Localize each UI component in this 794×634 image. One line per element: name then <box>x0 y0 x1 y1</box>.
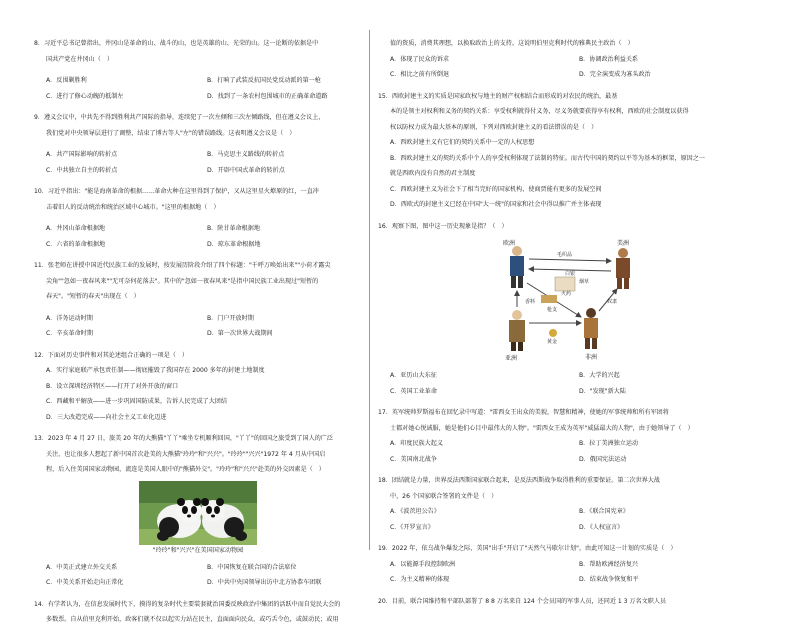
option-b[interactable]: B．西欧封建主义的契约关系中个人的享受权利体现了法制的特征。而古代中国的契约以平等为基本的框架，原因之一 <box>390 154 705 162</box>
option-c[interactable]: C．为主义精神的体现 <box>390 576 450 583</box>
panda-figure <box>34 481 362 554</box>
option-b[interactable]: B．拉丁美洲独立运动 <box>579 440 639 447</box>
label-goods5: 烟草 <box>579 279 590 285</box>
option-a[interactable]: A．体现了民众的诉求 <box>390 55 450 63</box>
question-stem: 中，26 个国家联合签署的文件是（ ） <box>390 492 498 500</box>
option-b[interactable]: B．《联合国宪章》 <box>579 508 629 515</box>
option-c[interactable]: C．六省的革命根据地 <box>46 240 106 248</box>
label-asia: 亚洲 <box>505 355 518 362</box>
question-20 <box>378 594 762 610</box>
question-stem: 11．张老师在讲授中国近代民族工业的发展时，按发展历阶段介绍了四个标题："千呼万唤始出来""小荷才露尖 <box>34 262 331 269</box>
option-c[interactable]: C．西欧封建主义为社会下了相当完好的国家机构，使商贾能有更多的发展空间 <box>390 185 602 193</box>
option-a[interactable]: A．反围剿胜利 <box>46 77 87 84</box>
option-b[interactable]: B．打响了武装反抗国民党反动派的第一枪 <box>207 77 321 84</box>
question-14 <box>34 597 362 628</box>
question-stem: 权以防权力成为最大基本的原则，下列对西欧封建主义的看法错误的是（ ） <box>390 123 598 131</box>
option-d[interactable]: D．俄国宪法运动 <box>579 455 627 463</box>
option-c[interactable]: C．《开罗宣言》 <box>390 523 434 531</box>
option-b[interactable]: B．中国恢复在联合国的合法席位 <box>207 563 297 571</box>
option-a[interactable]: A．井冈山革命根据地 <box>46 225 106 232</box>
column-divider <box>369 30 370 550</box>
question-15 <box>378 89 762 213</box>
question-stem: 20．目前，联合国维持和平部队部署了 8 8 万名来自 124 个会员国的军事人员，还同近 1 3 万名文职人员 <box>378 597 667 605</box>
option-b[interactable]: B．门户开放时期 <box>207 314 254 322</box>
option-d[interactable]: D．《人权宣言》 <box>579 523 624 531</box>
question-10 <box>34 184 362 252</box>
option-d[interactable]: D．琼东革命根据地 <box>207 240 261 248</box>
option-c[interactable]: C．中共独立自主的转折点 <box>46 166 118 174</box>
goods-box <box>555 277 575 291</box>
question-stem: 程，后入住美国国家动物园，流连是美国人眼中的"熊猫外交"。"玲玲"和"兴兴"赴美的外交因素是（ ） <box>46 466 325 473</box>
label-goods2: 白银 <box>565 271 576 277</box>
question-19 <box>378 541 762 588</box>
option-c[interactable]: C．中美关系开始走向正常化 <box>46 579 124 587</box>
question-stem: 本的是领主对权利和义务的契约关系：享受权利就得付义务，尽义务就要获得享有权利，西欧的社会制度以获得 <box>390 108 689 115</box>
question-stem: 14．有学者认为，在信息发展时代下，摸得的复杂时代主要装套就治国委反映政治中集团的活跃中而自觉民大会的 <box>34 600 341 608</box>
option-b[interactable]: B．协调政治利益关系 <box>579 55 639 63</box>
label-goods1: 毛织品 <box>557 252 573 258</box>
label-goods4: 枪支 <box>547 307 558 313</box>
option-a[interactable]: A．西欧封建主义有它们的契约关系中一定的人权思想 <box>390 139 535 146</box>
panda-photo <box>139 481 257 545</box>
question-stem: 19．2022 年，依乌战争爆发之际，美国"出手"开启了"天然气马歇尔计划"，由此可知这一计划的实质是（ ） <box>378 545 677 552</box>
label-goods6: 奴隶 <box>607 299 618 305</box>
option-a[interactable]: A．以能源手段控制欧洲 <box>390 560 456 568</box>
figure-caption: "玲玲"和"兴兴"在美国国家动物园 <box>152 546 244 554</box>
label-europe: 欧洲 <box>503 240 516 247</box>
question-14-continued <box>378 36 762 83</box>
label-america: 美洲 <box>617 240 630 247</box>
question-stem: 12．下面对历史事件和对其论述组合正确的一项是（ ） <box>34 351 189 359</box>
question-16 <box>378 219 762 400</box>
option-d[interactable]: D．西欧式的封建主义已经在中国"大一统"的国家和社会中得以推广并主体表现 <box>390 201 602 208</box>
option-d[interactable]: D．第一次世界大战期间 <box>207 330 273 337</box>
option-c[interactable]: C．进行了修心动魄的抵制左 <box>46 92 124 100</box>
option-c[interactable]: C．辛亥革命时期 <box>46 330 93 337</box>
question-18 <box>378 473 762 535</box>
option-a[interactable]: A．共产国际影响的转折点 <box>46 151 118 158</box>
question-stem: 值的资质，消费其理想，以换取政治上的支持。这说明伯里克利时代的雅典民主政治（ ） <box>390 40 634 47</box>
option-b[interactable]: B．大学的兴起 <box>579 372 620 379</box>
right-column <box>378 36 762 615</box>
question-stem: 士都对她心悦诚服，她是他们心目中最伟大的人物"。"雷西女王成为英军"威猛最大的人物"，由于她领导了（ ） <box>390 424 694 432</box>
triangle-trade-diagram <box>378 237 762 362</box>
option-b[interactable]: B．陕甘革命根据地 <box>207 225 260 232</box>
question-11 <box>34 258 362 342</box>
question-stem: 15．西欧封建主义的实质是国家政权与地主的财产权相结合而形成的对农民的统治，最基 <box>378 92 618 100</box>
option-c[interactable]: C．西藏和平解放——进一步巩固国防成果，告诉人民完成了大团结 <box>46 398 227 405</box>
option-a[interactable]: A．实行家庭联产承包责任制——彻底摧毁了我国存在 2000 多年的封建土地制度 <box>46 367 265 374</box>
option-a[interactable]: A．中美正式建立外交关系 <box>46 563 118 571</box>
option-b-continued[interactable]: 就是西欧内没有自然的君主制度 <box>390 170 476 177</box>
question-13 <box>34 431 362 591</box>
option-b[interactable]: B．设立深圳经济特区——打开了对外开放的窗口 <box>46 382 179 390</box>
option-d[interactable]: D．开辟中国式革命的转折点 <box>207 166 285 174</box>
question-8 <box>34 36 362 104</box>
left-column <box>34 36 362 634</box>
question-12 <box>34 348 362 426</box>
option-c[interactable]: C．相比之前有所倒退 <box>390 71 450 78</box>
option-c[interactable]: C．英国工业革命 <box>390 387 437 395</box>
question-stem: 13．2023 年 4 月 27 日，旅美 20 年的大熊猫"丫丫"乘坐专机顺利回国，"丫丫"的回国之旅受到了国人的广泛 <box>34 435 333 442</box>
option-b[interactable]: B．帮助欧洲经济复兴 <box>579 560 639 568</box>
question-stem: 关注，也让很多人想起了新中国首次赴美的大熊猫"玲玲"和"兴兴"。"玲玲""兴兴"1972 年 4 月从中国启 <box>46 450 326 458</box>
question-stem: 18．团结就是力量，世界反法西斯国家联合起来，是反法西斯战争取得胜利的重要保证。第二次世界大战 <box>378 477 660 484</box>
option-a[interactable]: A．印度民族大起义 <box>390 440 443 447</box>
question-stem: 击着旧人的反动统治和统治区域中心城市。"这里的根据地（ ） <box>46 203 220 211</box>
question-9 <box>34 110 362 178</box>
option-d[interactable]: D．结束战争恢复和平 <box>579 576 639 583</box>
option-d[interactable]: D．找到了一条农村包围城市的正确革命道路 <box>207 92 328 100</box>
option-d[interactable]: D．完全演变成为寡头政治 <box>579 71 651 78</box>
option-a[interactable]: A．亚历山大东征 <box>390 372 437 379</box>
panda-image <box>139 481 257 545</box>
question-17 <box>378 405 762 467</box>
label-goods7: 香料 <box>525 299 536 305</box>
question-stem: 16．观察下图，图中这一历史现象是指？（ ） <box>378 222 508 230</box>
label-goods8: 火药 <box>561 291 572 297</box>
option-b[interactable]: B．马克思主义路线的转折点 <box>207 151 285 158</box>
trade-map <box>495 237 645 362</box>
question-stem: 国共产党在井冈山（ ） <box>46 55 114 63</box>
option-d[interactable]: D．中共中央国领导出访中北方协恭车团联 <box>207 579 322 587</box>
goods-bar <box>541 295 557 303</box>
goods-gold <box>549 329 557 337</box>
option-d[interactable]: D．"发现"新大陆 <box>579 387 626 395</box>
question-stem: 多数票。自从伯里克利开始，政客们就不仅以起实力站在民主，直面面向民众，或巧舌令色，或鼓动民；或用 <box>46 616 339 624</box>
question-stem: 10．习近平指出："能是海南革命的根据……革命火种在这里得到了保护，又从这里星火燎原的红，一直冲 <box>34 188 319 195</box>
question-stem: 我们党对中央领导层进行了调整，结束了博古等人"左"的错误路线。这表明遵义会议是（ ） <box>46 129 296 137</box>
question-stem: 春天"。"短暂的春天"出现在（ ） <box>46 293 140 300</box>
option-c[interactable]: C．美国南北战争 <box>390 455 437 463</box>
option-a[interactable]: A．洋务运动时期 <box>46 314 93 322</box>
label-goods3: 黄金 <box>547 339 558 345</box>
question-stem: 17．英军统帅罗斯福布在回忆录中写道："雷西女王出众的美貌，智慧和精神，使她的军事统帅和所有军团将 <box>378 409 669 416</box>
option-a[interactable]: A．《波茨坦公告》 <box>390 508 440 515</box>
option-d[interactable]: D．三大改造完成——向社会主义工业化迈进 <box>46 413 167 421</box>
question-stem: 尖角""忽如一夜春风来""无可奈何花落去"。其中的"忽如一夜春风来"是指中国民族工业出现过"短暂的 <box>46 277 319 285</box>
question-stem: 9．遵义会议中，中共先不得到胜利共产国际的指导，连续犯了一次左倾和三次左倾路线，但在遵义会议上， <box>34 114 325 121</box>
label-africa: 非洲 <box>585 354 598 361</box>
question-stem: 8．习近平总书记曾指出，井冈山是革命的山、战斗的山，也是英雄的山、光荣的山。这一论断的依据是中 <box>34 40 319 47</box>
